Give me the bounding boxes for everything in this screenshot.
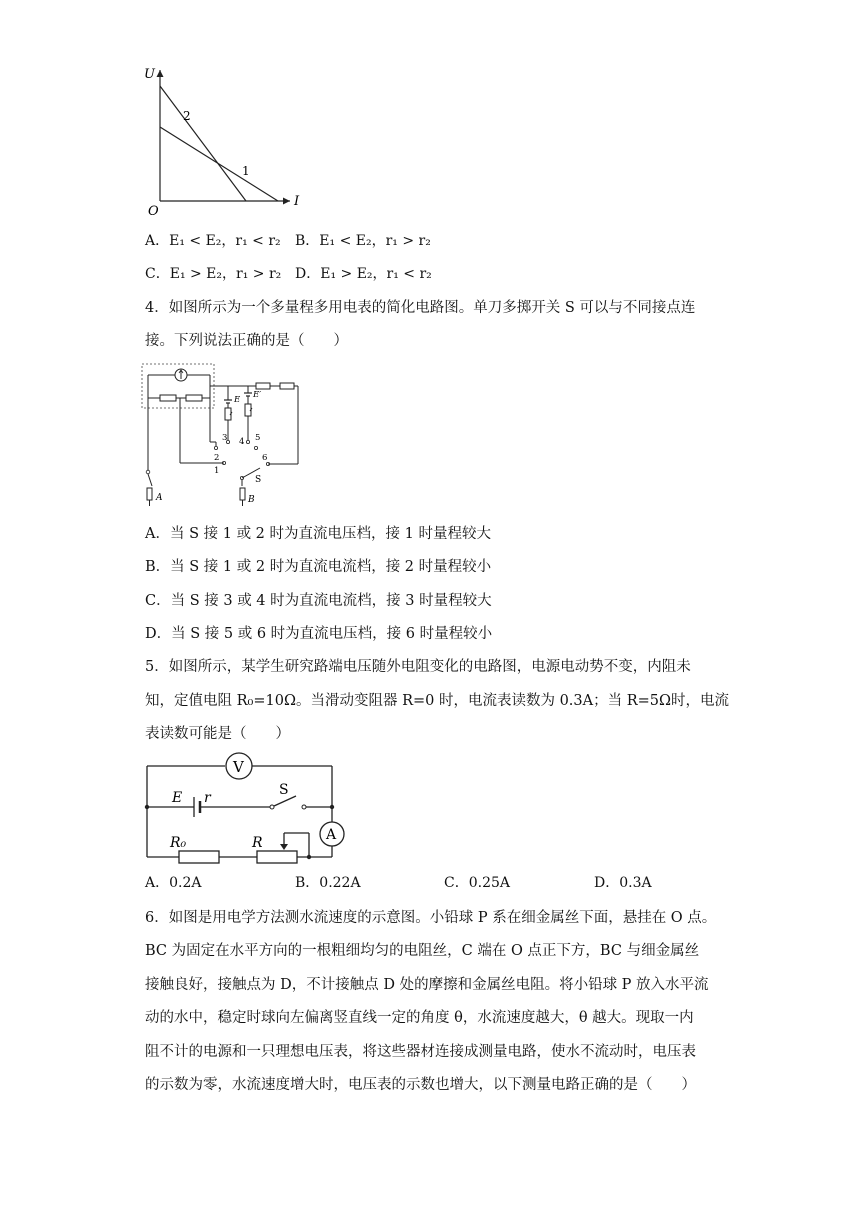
q4-stem-line-1: 4．如图所示为一个多量程多用电表的简化电路图。单刀多掷开关 S 可以与不同接点连 (145, 300, 696, 316)
q4-option-b[interactable]: B．当 S 接 1 或 2 时为直流电流档，接 2 时量程较小 (145, 559, 492, 575)
q5-stem-line-1: 5．如图所示，某学生研究路端电压随外电阻变化的电路图，电源电动势不变，内阻未 (145, 659, 691, 675)
q5-circuit (140, 750, 360, 870)
battery-e-label: E (172, 790, 183, 806)
q6-stem-line-6: 的示数为零，水流速度增大时，电压表的示数也增大，以下测量电路正确的是（ ） (145, 1077, 696, 1093)
switch-s-label: S (255, 475, 262, 485)
q4-stem-line-2: 接。下列说法正确的是（ ） (145, 333, 348, 349)
battery-e-prime-label: E′ (253, 390, 262, 400)
line-2-label: 2 (183, 109, 191, 123)
i-axis-label: I (294, 194, 300, 209)
q5-option-c[interactable]: C．0.25A (444, 875, 510, 891)
resistor-r0-label: R₀ (170, 835, 187, 851)
q5-stem-line-3: 表读数可能是（ ） (145, 726, 290, 742)
q6-stem-line-1: 6．如图是用电学方法测水流速度的示意图。小铅球 P 系在细金属丝下面，悬挂在 O 点。 (145, 910, 717, 926)
voltmeter-label: V (233, 758, 244, 776)
q5-option-d[interactable]: D．0.3A (594, 875, 652, 891)
q3-option-c[interactable]: C．E₁ > E₂，r₁ > r₂ (145, 266, 282, 282)
q6-stem-line-3: 接触良好，接触点为 D，不计接触点 D 处的摩擦和金属丝电阻。将小铅球 P 放入水平流 (145, 977, 709, 993)
q5-option-b[interactable]: B．0.22A (295, 875, 361, 891)
contact-3-label: 3 (222, 433, 228, 443)
q6-stem-line-2: BC 为固定在水平方向的一根粗细均匀的电阻丝，C 端在 O 点正下方，BC 与细金属丝 (145, 943, 700, 959)
multimeter-circuit (138, 360, 308, 508)
q6-stem-line-4: 动的水中，稳定时球向左偏离竖直线一定的角度 θ，水流速度越大，θ 越大。现取一内 (145, 1010, 694, 1026)
contact-5-label: 5 (255, 433, 261, 443)
rheostat-r-label: R (252, 835, 263, 851)
q5-option-a[interactable]: A．0.2A (145, 875, 202, 891)
internal-r-label: r (204, 790, 211, 806)
q3-option-b[interactable]: B．E₁ < E₂，r₁ > r₂ (295, 233, 431, 249)
line-2 (160, 86, 246, 201)
q6-stem-line-5: 阻不计的电源和一只理想电压表，将这些器材连接成测量电路，使水不流动时，电压表 (145, 1044, 696, 1060)
line-1-label: 1 (242, 164, 250, 178)
q4-option-a[interactable]: A．当 S 接 1 或 2 时为直流电压档，接 1 时量程较大 (145, 526, 491, 542)
contact-4-label: 4 (239, 437, 245, 447)
contact-2-label: 2 (214, 453, 220, 463)
q4-option-c[interactable]: C．当 S 接 3 或 4 时为直流电流档，接 3 时量程较大 (145, 593, 492, 609)
q3-option-d[interactable]: D．E₁ > E₂，r₁ < r₂ (295, 266, 432, 282)
q5-stem-line-2: 知，定值电阻 R₀=10Ω。当滑动变阻器 R=0 时，电流表读数为 0.3A；当 R=5Ω时，电流 (145, 693, 730, 709)
switch-s-label: S (279, 782, 289, 798)
terminal-a-label: A (156, 493, 163, 503)
q3-option-a[interactable]: A．E₁ < E₂，r₁ < r₂ (145, 233, 281, 249)
u-i-graph (140, 60, 310, 220)
line-1 (160, 127, 278, 201)
ammeter-label: A (326, 827, 337, 843)
u-axis-label: U (144, 67, 155, 82)
terminal-b-label: B (248, 495, 255, 505)
origin-label: O (148, 204, 159, 219)
contact-6-label: 6 (262, 453, 268, 463)
q4-option-d[interactable]: D．当 S 接 5 或 6 时为直流电压档，接 6 时量程较小 (145, 626, 493, 642)
battery-e-label: E (234, 395, 241, 405)
contact-1-label: 1 (214, 466, 220, 476)
